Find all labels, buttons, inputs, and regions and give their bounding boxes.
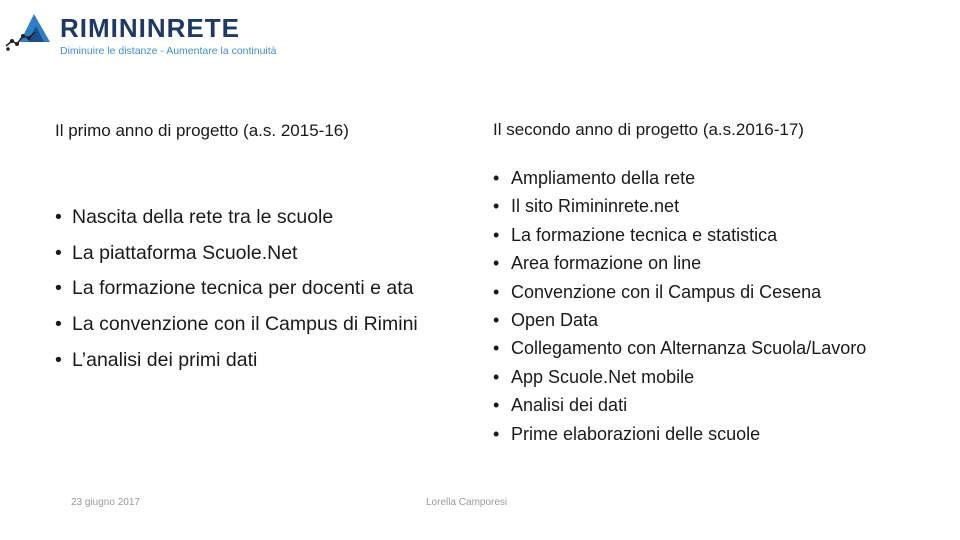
- bullet-icon: •: [493, 366, 500, 387]
- list-item: [493, 221, 866, 249]
- logo-title: RIMININRETE: [60, 13, 240, 43]
- logo: [4, 8, 277, 57]
- bullet-icon: •: [493, 338, 500, 359]
- list-item: [493, 278, 866, 306]
- list-item-text: Convenzione con il Campus di Cesena: [511, 281, 822, 302]
- bullet-icon: •: [493, 253, 500, 274]
- bullet-icon: •: [55, 313, 62, 336]
- bullet-icon: •: [493, 395, 500, 416]
- list-item: [493, 334, 866, 362]
- list-item-text: Collegamento con Alternanza Scuola/Lavoro: [511, 338, 867, 359]
- list-item: [55, 271, 418, 307]
- list-item-text: La formazione tecnica e statistica: [511, 224, 778, 245]
- list-item-text: Il sito Rimininrete.net: [511, 196, 680, 217]
- list-item: [493, 249, 866, 277]
- bullet-icon: •: [55, 348, 62, 371]
- mountain-logo-icon: [4, 8, 56, 54]
- list-item: [55, 307, 418, 343]
- bullet-icon: •: [55, 241, 62, 264]
- logo-tagline: Diminuire le distanze - Aumentare la continuità: [60, 45, 277, 57]
- bullet-icon: •: [55, 206, 62, 228]
- list-item-text: Ampliamento della rete: [511, 168, 696, 188]
- first-year-list: [55, 200, 418, 378]
- bullet-icon: •: [493, 423, 500, 444]
- list-item-text: La piattaforma Scuole.Net: [72, 241, 298, 264]
- list-item-text: Area formazione on line: [511, 253, 702, 274]
- second-year-heading: Il secondo anno di progetto (a.s.2016-17): [493, 120, 804, 139]
- list-item-text: App Scuole.Net mobile: [511, 366, 695, 387]
- list-item-text: Analisi dei dati: [511, 395, 628, 416]
- first-year-heading: Il primo anno di progetto (a.s. 2015-16): [55, 121, 349, 140]
- list-item: [493, 420, 866, 448]
- list-item: [55, 236, 418, 272]
- second-year-list: [493, 164, 866, 448]
- bullet-icon: •: [493, 168, 500, 188]
- bullet-icon: •: [493, 196, 500, 217]
- list-item: [55, 343, 418, 379]
- list-item: [493, 391, 866, 419]
- list-item-text: Nascita della rete tra le scuole: [72, 206, 334, 228]
- bullet-icon: •: [493, 281, 500, 302]
- footer-author: Lorella Camporesi: [426, 497, 508, 508]
- list-item: [55, 200, 418, 236]
- bullet-icon: •: [55, 277, 62, 300]
- list-item-text: Prime elaborazioni delle scuole: [511, 423, 761, 444]
- list-item: [493, 192, 866, 220]
- bullet-icon: •: [493, 309, 500, 330]
- footer-date: 23 giugno 2017: [71, 497, 140, 508]
- list-item-text: L’analisi dei primi dati: [72, 348, 258, 371]
- list-item: [493, 306, 866, 334]
- list-item: [493, 363, 866, 391]
- list-item-text: La convenzione con il Campus di Rimini: [72, 313, 418, 336]
- list-item-text: La formazione tecnica per docenti e ata: [72, 277, 414, 300]
- list-item-text: Open Data: [511, 309, 599, 330]
- bullet-icon: •: [493, 224, 500, 245]
- list-item: [493, 164, 866, 192]
